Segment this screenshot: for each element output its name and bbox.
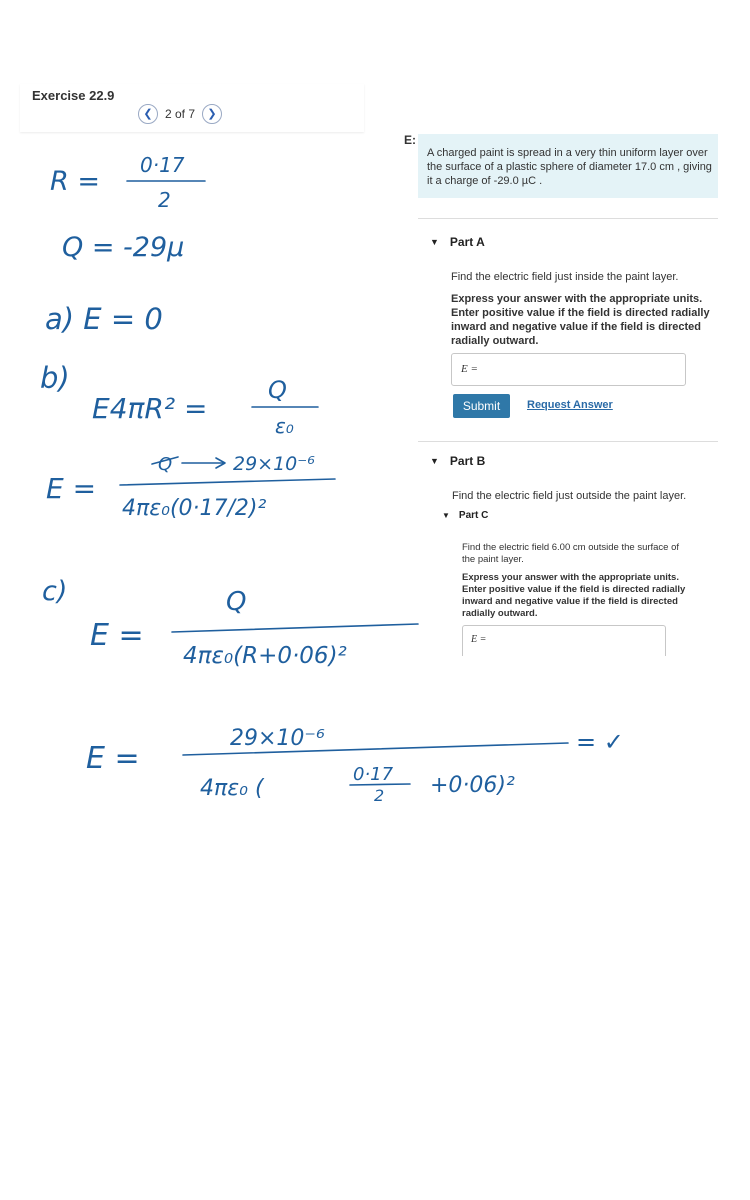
chevron-right-icon: ❯ [207, 107, 217, 120]
part-b-title: Part B [449, 454, 486, 468]
part-c-answer-label: E = [471, 634, 487, 645]
page-indicator: 2 of 7 [165, 107, 196, 121]
problem-text: A charged paint is spread in a very thin uniform layer over the surface of a plastic sphere of diameter 17.0 cm , giving it a charge of -29.0 µC . [427, 147, 712, 187]
part-c-title: Part C [458, 510, 489, 521]
part-a-answer-label: E = [461, 363, 478, 375]
part-a-question: Find the electric field just inside the paint layer. [451, 271, 679, 283]
note-d-den-a: 4πε₀ ( [200, 776, 264, 801]
caret-down-icon: ▼ [442, 511, 450, 520]
note-charge: Q = -29µ [62, 232, 185, 263]
note-part-b-label: b) [40, 361, 70, 395]
part-a-instructions: Express your answer with the appropriate units. Enter positive value if the field is directed radially inward and negative value if the field is directed radially outward. [451, 293, 710, 347]
note-b2-den: 4πε₀(0·17/2)² [122, 496, 267, 521]
note-d-den-b: +0·06)² [430, 773, 515, 798]
exercise-title: Exercise 22.9 [32, 88, 115, 103]
note-b2-lhs: E = [46, 472, 97, 505]
chevron-left-icon: ❮ [143, 107, 153, 120]
part-c-instructions: Express your answer with the appropriate units. Enter positive value if the field is directed radially inward and negative value if the field is directed radially outward. [462, 572, 686, 619]
note-r-num: 0·17 [140, 153, 185, 177]
part-a-title: Part A [449, 235, 485, 249]
note-r-lhs: R = [50, 166, 100, 197]
note-b-num: Q [268, 376, 287, 404]
note-c-lhs: E = [90, 618, 144, 653]
note-c-den: 4πε₀(R+0·06)² [183, 643, 347, 669]
note-d-num: 29×10⁻⁶ [230, 726, 325, 751]
note-d-frac-den: 2 [374, 786, 385, 805]
note-r-den: 2 [158, 188, 171, 212]
request-answer-link[interactable]: Request Answer [527, 399, 613, 411]
caret-down-icon: ▼ [430, 237, 439, 247]
note-b2-bar [120, 479, 335, 485]
note-part-a: a) E = 0 [45, 302, 163, 336]
part-b-question: Find the electric field just outside the paint layer. [452, 490, 687, 502]
note-d-lhs: E = [86, 741, 140, 776]
note-b2-num: 29×10⁻⁶ [233, 453, 315, 475]
submit-button[interactable]: Submit [453, 394, 510, 418]
part-c-question: Find the electric field 6.00 cm outside the surface of the paint layer. [462, 542, 680, 565]
note-d-frac-num: 0·17 [353, 764, 394, 785]
caret-down-icon: ▼ [430, 456, 439, 466]
note-d-result: = ✓ [576, 728, 624, 756]
note-part-c-label: c) [42, 576, 68, 607]
note-c-bar [172, 624, 418, 632]
note-b-lhs: E4πR² = [92, 392, 208, 425]
note-d-frac-bar [350, 784, 410, 785]
note-c-num: Q [226, 587, 247, 617]
note-b2-numq: Q [158, 454, 173, 475]
problem-label: E: [404, 133, 416, 147]
note-b-den: ε₀ [275, 414, 294, 438]
